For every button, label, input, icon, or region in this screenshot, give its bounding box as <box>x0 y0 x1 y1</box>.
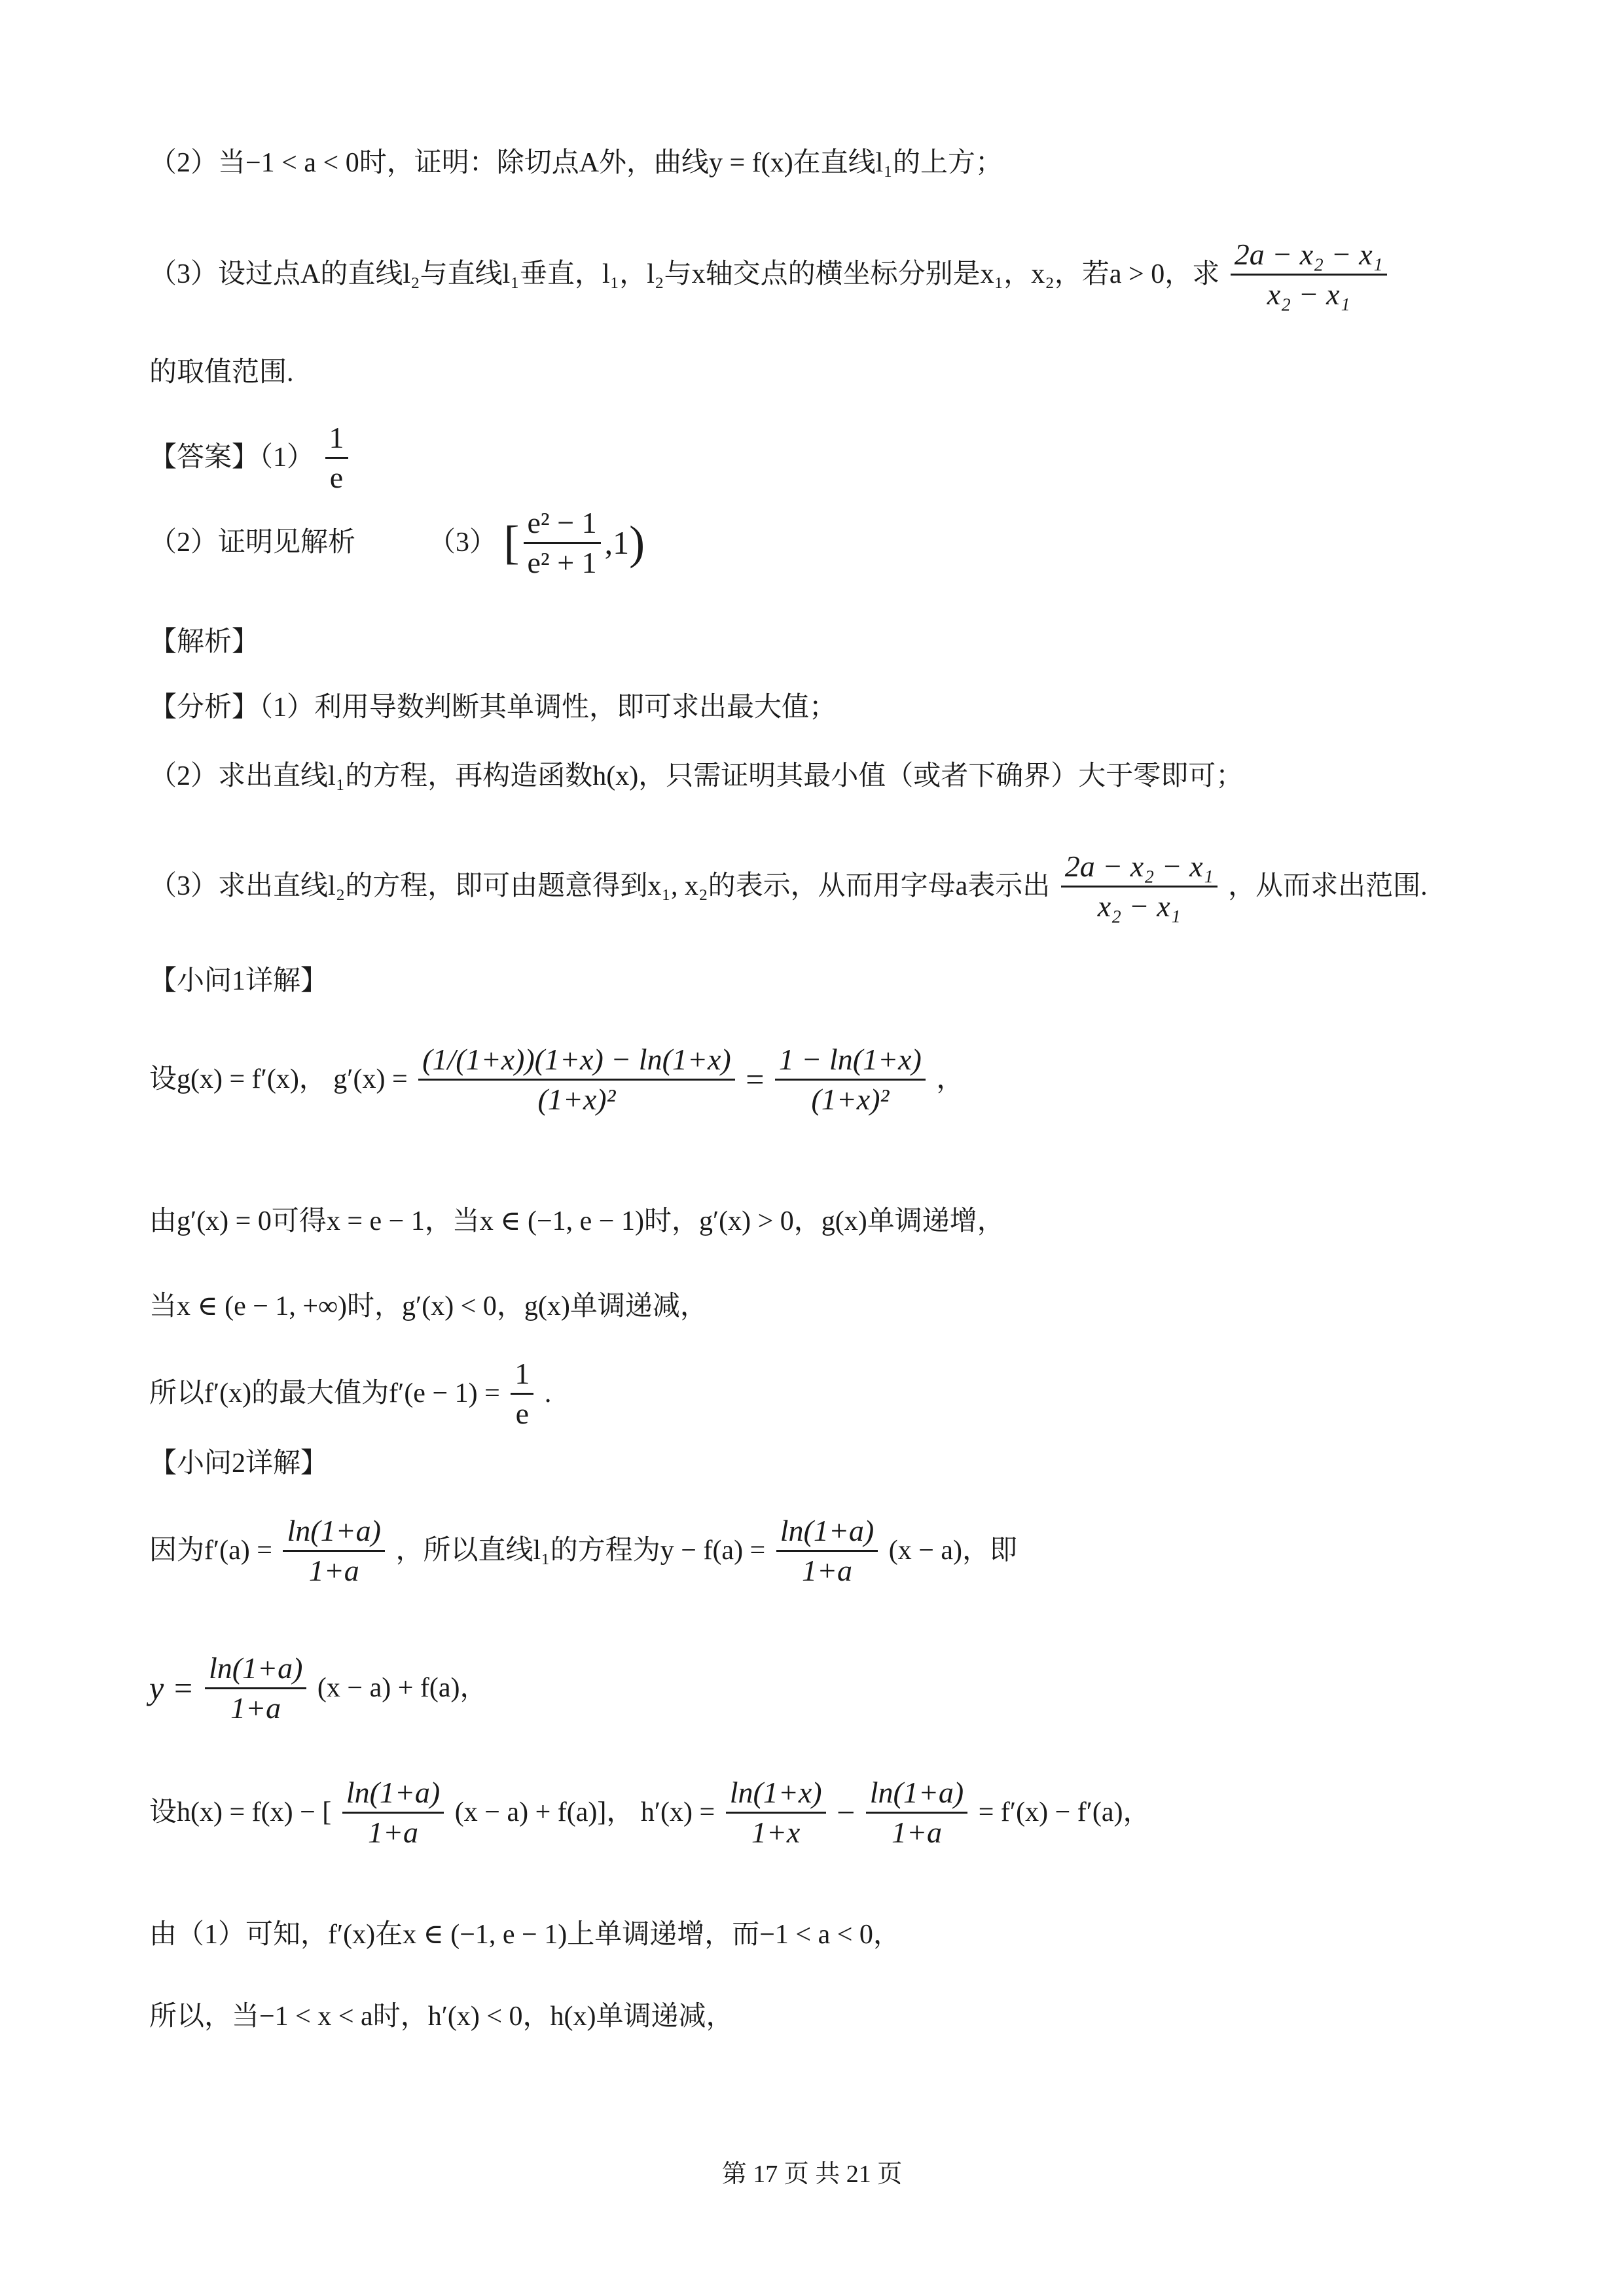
text: 因为f′(a) = <box>149 1535 272 1566</box>
subquestion-2-step-5 <box>149 2003 734 2030</box>
text: 当x ∈ (e − 1, +∞)时，g′(x) < 0，g(x)单调递减， <box>149 1291 708 1321</box>
subquestion-1-step-3 <box>149 1355 551 1432</box>
text: . <box>544 1378 552 1408</box>
answer-line <box>149 419 352 496</box>
denominator: x₂ − x₁ <box>1267 277 1350 311</box>
text: 设g(x) = f′(x)， g′(x) = <box>149 1064 408 1094</box>
text: 的取值范围. <box>149 357 294 387</box>
denominator: e <box>329 460 344 494</box>
numerator: 1 <box>511 1355 533 1395</box>
question-part-2 <box>149 149 1003 177</box>
fraction <box>342 1774 444 1851</box>
subquestion-2-step-3 <box>149 1774 1151 1851</box>
text: ，从而求出范围. <box>1228 871 1428 901</box>
numerator: 1 <box>325 419 348 459</box>
text: 【小问2详解】 <box>149 1448 329 1479</box>
denominator: (1+x)² <box>811 1082 890 1116</box>
fraction <box>1061 848 1218 925</box>
numerator: ln(1+a) <box>866 1774 967 1814</box>
text: 由（1）可知，f′(x)在x ∈ (−1, e − 1)上单调递增，而−1 < a < 0， <box>149 1920 901 1950</box>
left-bracket: [ <box>503 516 520 569</box>
text: （3）求出直线l₂的方程，即可由题意得到x₁, x₂的表示，从而用字母a表示出 <box>149 871 1051 901</box>
analysis-2 <box>149 762 1243 790</box>
fraction <box>325 419 348 496</box>
numerator: 2a − x₂ − x₁ <box>1061 848 1218 888</box>
text: 所以f′(x)的最大值为f′(e − 1) = <box>149 1378 500 1408</box>
question-part-3 <box>149 236 1391 313</box>
numerator: 2a − x₂ − x₁ <box>1231 236 1387 276</box>
denominator: 1+a <box>368 1815 419 1849</box>
analysis-1 <box>149 694 837 721</box>
denominator: 1+x <box>751 1815 801 1849</box>
subquestion-1-step-2 <box>149 1293 708 1320</box>
analysis-3 <box>149 848 1428 925</box>
fraction <box>418 1041 735 1118</box>
numerator: ln(1+a) <box>342 1774 444 1814</box>
fraction <box>511 1355 533 1432</box>
fraction <box>283 1512 384 1589</box>
text: 【分析】（1）利用导数判断其单调性，即可求出最大值； <box>149 692 837 723</box>
text: （2）当−1 < a < 0时，证明：除切点A外，曲线y = f(x)在直线l₁的上方； <box>149 148 1003 178</box>
denominator: 1+a <box>230 1691 281 1725</box>
text: (x − a) + f(a)]， h′(x) = <box>454 1797 715 1827</box>
text: （3）设过点A的直线l₂与直线l₁垂直，l₁，l₂与x轴交点的横坐标分别是x₁，x₂，若a > 0，求 <box>149 259 1220 289</box>
numerator: 1 − ln(1+x) <box>775 1041 926 1081</box>
fraction-3 <box>866 1774 967 1851</box>
denominator: 1+a <box>891 1815 943 1849</box>
fraction <box>205 1649 306 1727</box>
fraction <box>1231 236 1387 313</box>
text: 【小问1详解】 <box>149 966 329 996</box>
answer-line-2 <box>149 504 645 581</box>
question-part-3-end <box>149 359 294 386</box>
text: 设h(x) = f(x) − [ <box>149 1797 332 1827</box>
denominator: 1+a <box>801 1553 852 1587</box>
numerator: ln(1+x) <box>726 1774 826 1814</box>
analysis-header <box>149 628 259 656</box>
subquestion-2-step-4 <box>149 1921 901 1948</box>
text: 【解析】 <box>149 627 260 657</box>
page-footer: 第 17 页 共 21 页 <box>721 2161 903 2188</box>
text: − <box>837 1794 856 1831</box>
text: = <box>746 1061 765 1098</box>
denominator: (1+x)² <box>537 1082 616 1116</box>
right-paren: ) <box>629 516 645 569</box>
numerator: ln(1+a) <box>283 1512 384 1552</box>
subquestion-1-header <box>149 967 328 995</box>
subquestion-1-step-1 <box>149 1208 1005 1235</box>
text: ， <box>936 1064 964 1094</box>
text: = f′(x) − f′(a)， <box>978 1797 1151 1827</box>
fraction-2 <box>726 1774 826 1851</box>
text: （2）证明见解析 <box>149 528 356 558</box>
text: (x − a)，即 <box>888 1535 1018 1566</box>
numerator: ln(1+a) <box>205 1649 306 1689</box>
text: ，所以直线l₁的方程为y − f(a) = <box>395 1535 766 1566</box>
text: 由g′(x) = 0可得x = e − 1，当x ∈ (−1, e − 1)时，g′(x) > 0，g(x)单调递增， <box>149 1206 1005 1236</box>
denominator: x₂ − x₁ <box>1097 889 1181 923</box>
fraction-2 <box>776 1512 878 1589</box>
text: ,1 <box>604 524 630 561</box>
denominator: 1+a <box>308 1553 359 1587</box>
subquestion-1-derivative <box>149 1041 964 1118</box>
text: (x − a) + f(a)， <box>317 1673 488 1703</box>
text: 所以，当−1 < x < a时，h′(x) < 0，h(x)单调递减， <box>149 2001 734 2032</box>
subquestion-2-step-2 <box>149 1649 488 1727</box>
denominator: e <box>515 1396 530 1430</box>
denominator: e² + 1 <box>527 545 597 579</box>
fraction-2 <box>775 1041 926 1118</box>
subquestion-2-step-1 <box>149 1512 1017 1589</box>
text: y = <box>149 1670 194 1706</box>
subquestion-2-header <box>149 1450 328 1477</box>
numerator: (1/(1+x))(1+x) − ln(1+x) <box>418 1041 735 1081</box>
text: 【答案】（1） <box>149 442 315 473</box>
text: （3） <box>428 528 497 558</box>
text: （2）求出直线l₁的方程，再构造函数h(x)，只需证明其最小值（或者下确界）大于零即可； <box>149 761 1244 791</box>
numerator: ln(1+a) <box>776 1512 878 1552</box>
numerator: e² − 1 <box>524 504 601 544</box>
fraction <box>524 504 601 581</box>
